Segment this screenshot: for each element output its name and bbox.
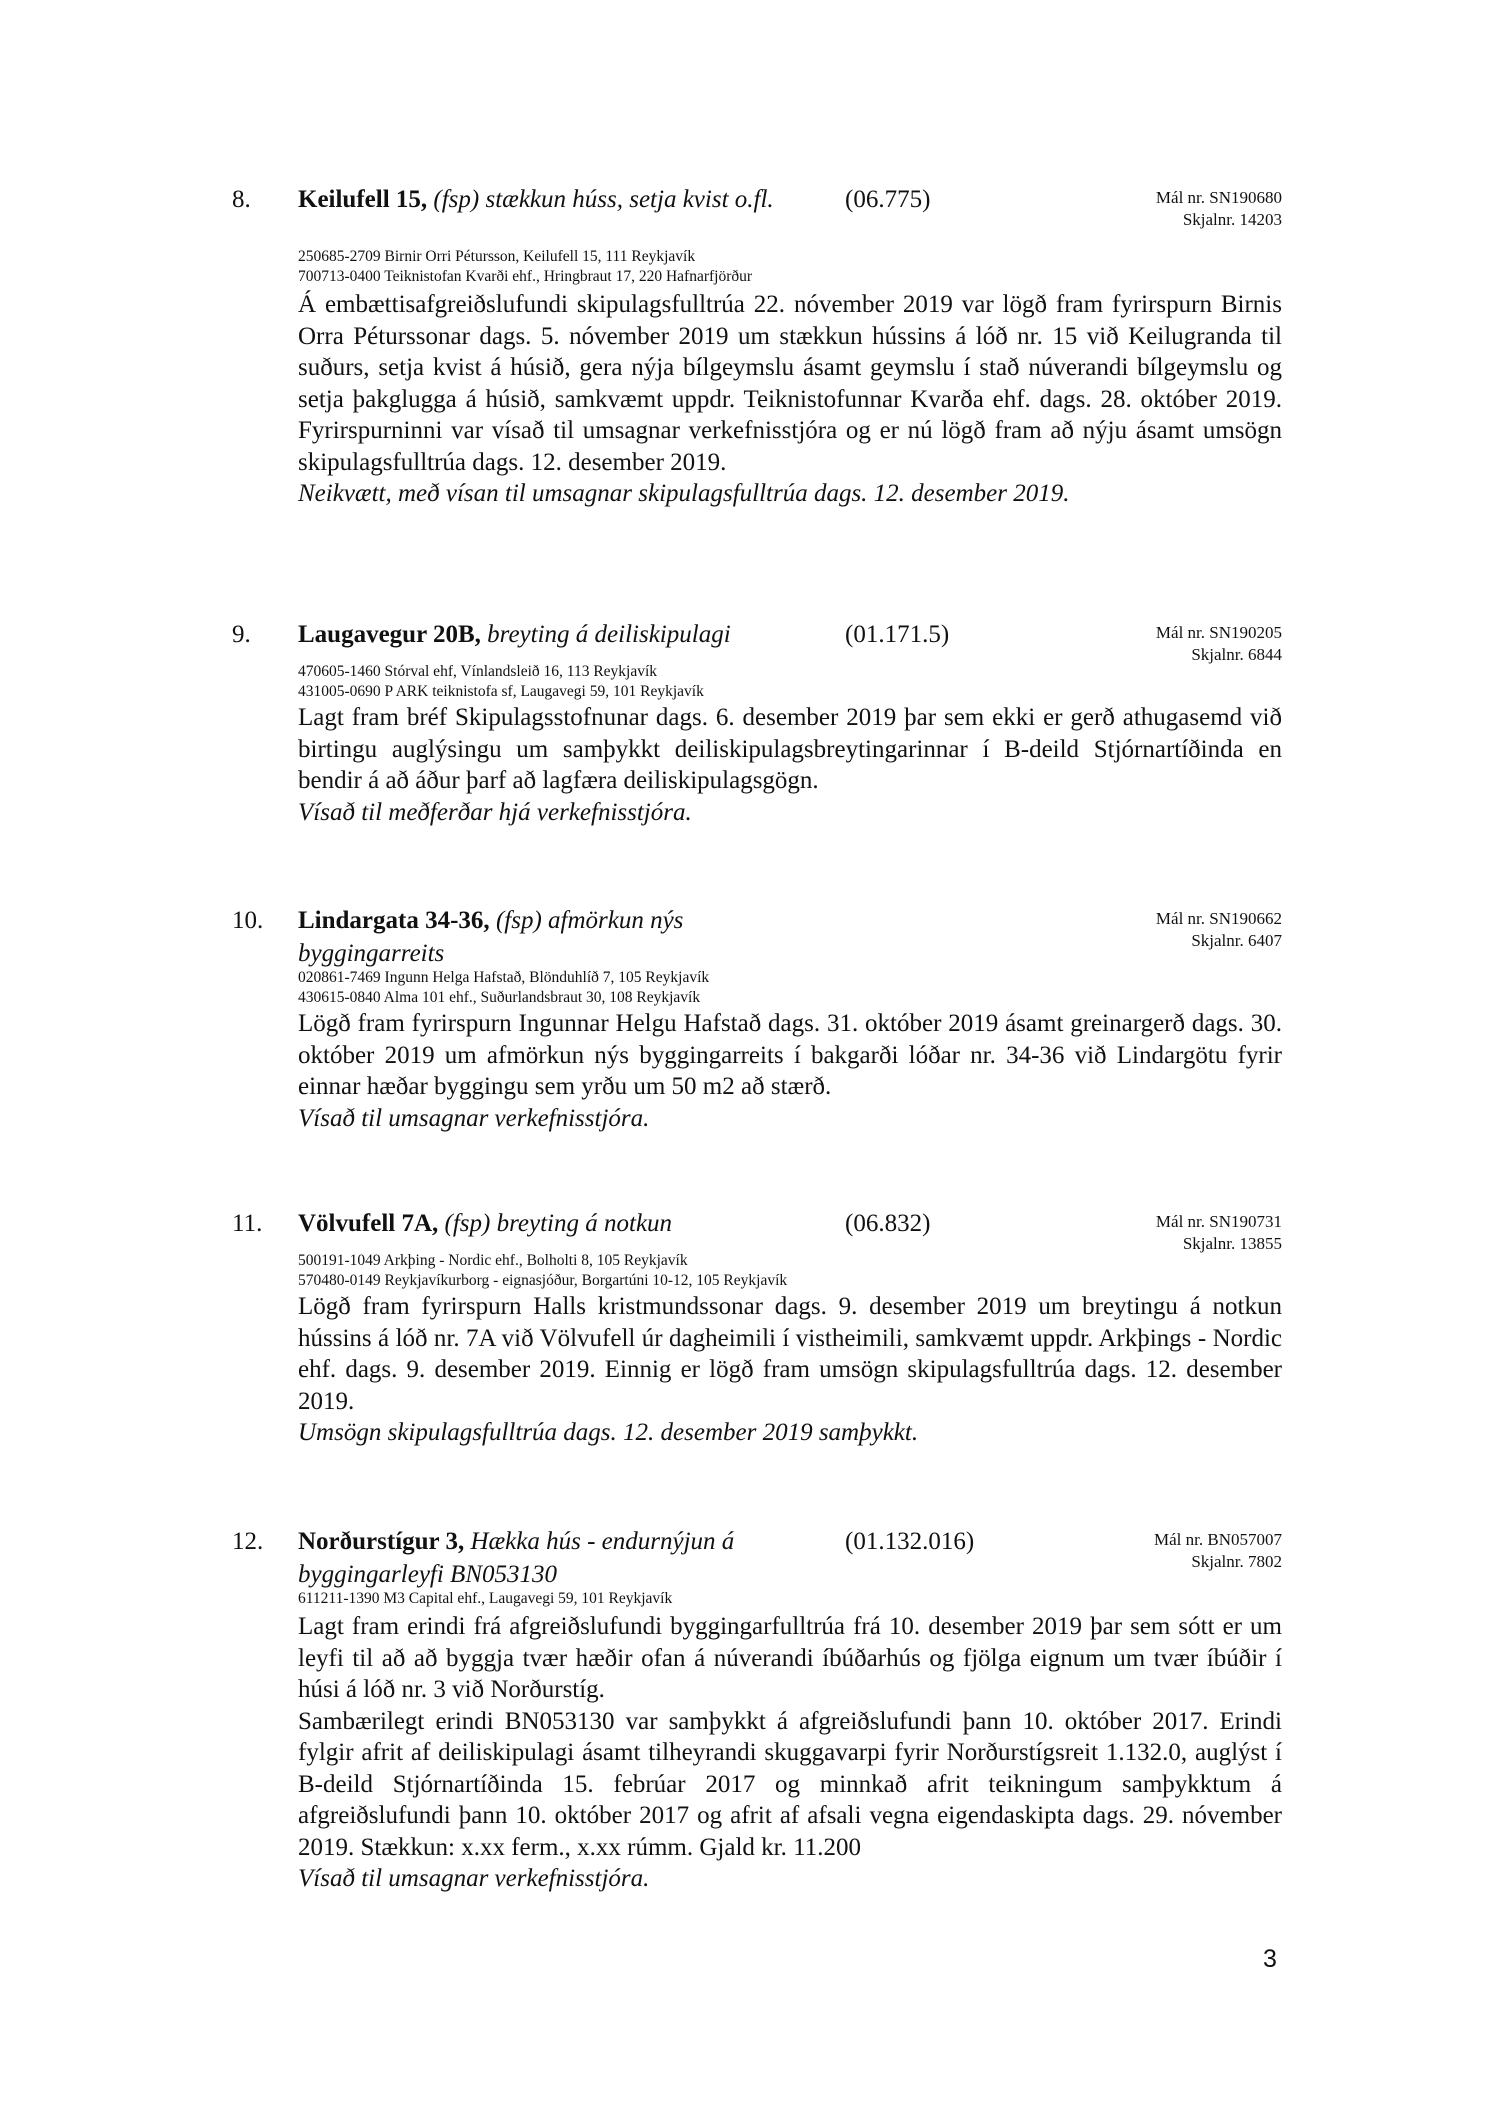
item-address: Laugavegur 20B, <box>298 621 481 648</box>
parties <box>298 968 709 1008</box>
item-title <box>298 618 798 651</box>
case-references <box>1156 622 1282 666</box>
party-line: 470605-1460 Stórval ehf, Vínlandsleið 16, 113 Reykjavík <box>298 663 658 680</box>
page-number: 3 <box>1263 1945 1277 1973</box>
item-number: 9. <box>232 621 251 648</box>
case-number: Mál nr. BN057007 <box>1154 1530 1282 1549</box>
item-address: Lindargata 34-36, <box>298 907 490 934</box>
item-title <box>298 1207 798 1240</box>
item-decision: Vísað til umsagnar verkefnisstjóra. <box>298 1104 650 1132</box>
case-references <box>1154 1529 1282 1573</box>
item-paragraph: Lagt fram erindi frá afgreiðslufundi byggingarfulltrúa frá 10. desember 2019 þar sem sótt er um leyfi til að að byggja tvær hæðir ofan á núverandi íbúðarhús og fjölga eignum um tvær íbúðir í húsi á lóð nr. 3 við Norðurstíg. <box>298 1613 1282 1703</box>
land-code: (06.775) <box>845 186 931 213</box>
item-paragraph: Lagt fram bréf Skipulagsstofnunar dags. 6. desember 2019 þar sem ekki er gerð athugasemd við birtingu auglýsingu um samþykkt deiliskipulagsbreytingarinnar í B-deild Stjórnartíðinda en bendir á að áður þarf að lagfæra deiliskipulagsgögn. <box>298 704 1282 794</box>
file-number: Skjalnr. 6407 <box>1191 931 1282 950</box>
file-number: Skjalnr. 13855 <box>1182 1234 1282 1253</box>
item-title <box>298 1525 798 1591</box>
party-line: 250685-2709 Birnir Orri Pétursson, Keilufell 15, 111 Reykjavík <box>298 248 696 265</box>
parties <box>298 247 752 287</box>
case-number: Mál nr. SN190680 <box>1155 188 1282 207</box>
item-title <box>298 183 788 216</box>
item-decision: Vísað til meðferðar hjá verkefnisstjóra. <box>298 798 692 826</box>
land-code: (01.171.5) <box>845 621 950 648</box>
party-line: 430615-0840 Alma 101 ehf., Suðurlandsbraut 30, 108 Reykjavík <box>298 989 701 1006</box>
item-address: Norðurstígur 3, <box>298 1528 465 1555</box>
item-subject: (fsp) breyting á notkun <box>444 1210 673 1237</box>
item-subject: Hækka hús - endurnýjun á byggingarleyfi BN053130 <box>298 1528 735 1588</box>
item-subject: (fsp) afmörkun nýs byggingarreits <box>298 907 684 967</box>
party-line: 431005-0690 P ARK teiknistofa sf, Laugavegi 59, 101 Reykjavík <box>298 683 704 700</box>
case-references <box>1156 1211 1282 1255</box>
case-references <box>1156 908 1282 952</box>
item-number: 12. <box>232 1528 264 1555</box>
file-number: Skjalnr. 6844 <box>1191 645 1282 664</box>
item-decision: Neikvætt, með vísan til umsagnar skipulagsfulltrúa dags. 12. desember 2019. <box>298 480 1070 507</box>
item-body <box>298 1008 1282 1134</box>
item-number: 11. <box>232 1210 263 1237</box>
file-number: Skjalnr. 7802 <box>1191 1552 1282 1571</box>
party-line: 570480-0149 Reykjavíkurborg - eignasjóður, Borgartúni 10-12, 105 Reykjavík <box>298 1272 788 1289</box>
item-number: 8. <box>232 186 251 213</box>
item-body <box>298 702 1282 828</box>
case-number: Mál nr. SN190662 <box>1155 909 1282 928</box>
parties <box>298 1251 787 1291</box>
item-title <box>298 904 758 970</box>
item-address: Keilufell 15, <box>298 186 428 213</box>
item-paragraph: Sambærilegt erindi BN053130 var samþykkt á afgreiðslufundi þann 10. október 2017. Erindi fylgir afrit af deiliskipulagi ásamt tilheyrandi skuggavarpi fyrir Norðurstígsreit 1.132.0, auglýst í B-deild Stjórnartíðinda 15. febrúar 2017 og minnkað afrit teikningum samþykktum á afgreiðslufundi þann 10. október 2017 og afrit af afsali vegna eigendaskipta dags. 29. nóvember 2019. Stækkun: x.xx ferm., x.xx rúmm. Gjald kr. 11.200 <box>298 1707 1282 1861</box>
item-address: Völvufell 7A, <box>298 1210 439 1237</box>
party-line: 700713-0400 Teiknistofan Kvarði ehf., Hringbraut 17, 220 Hafnarfjörður <box>298 268 753 285</box>
land-code: (01.132.016) <box>845 1528 975 1555</box>
item-paragraph: Lögð fram fyrirspurn Ingunnar Helgu Hafstað dags. 31. október 2019 ásamt greinargerð dags. 30. október 2019 um afmörkun nýs byggingarreits í bakgarði lóðar nr. 34-36 við Lindargötu fyrir einnar hæðar byggingu sem yrðu um 50 m2 að stærð. <box>298 1010 1282 1100</box>
item-subject: breyting á deiliskipulagi <box>487 621 731 648</box>
parties <box>298 1589 672 1609</box>
item-paragraph: Lögð fram fyrirspurn Halls kristmundssonar dags. 9. desember 2019 um breytingu á notkun hússins á lóð nr. 7A við Völvufell úr dagheimili í vistheimili, samkvæmt uppdr. Arkþings - Nordic ehf. dags. 9. desember 2019. Einnig er lögð fram umsögn skipulagsfulltrúa dags. 12. desember 2019. <box>298 1293 1282 1415</box>
parties <box>298 662 704 702</box>
item-number: 10. <box>232 907 264 934</box>
item-decision: Umsögn skipulagsfulltrúa dags. 12. desember 2019 samþykkt. <box>298 1419 919 1446</box>
party-line: 020861-7469 Ingunn Helga Hafstað, Blönduhlíð 7, 105 Reykjavík <box>298 969 710 986</box>
land-code: (06.832) <box>845 1210 931 1237</box>
item-body <box>298 289 1282 510</box>
party-line: 611211-1390 M3 Capital ehf., Laugavegi 59, 101 Reykjavík <box>298 1590 673 1607</box>
case-number: Mál nr. SN190731 <box>1155 1212 1282 1231</box>
party-line: 500191-1049 Arkþing - Nordic ehf., Bolholti 8, 105 Reykjavík <box>298 1252 688 1269</box>
item-paragraph: Á embættisafgreiðslufundi skipulagsfulltrúa 22. nóvember 2019 var lögð fram fyrirspurn Birnis Orra Péturssonar dags. 5. nóvember 2019 um stækkun hússins á lóð nr. 15 við Keilugranda til suðurs, setja kvist á húsið, gera nýja bílgeymslu ásamt geymslu í stað núverandi bílgeymslu og setja þakglugga á húsið, samkvæmt uppdr. Teiknistofunnar Kvarða ehf. dags. 28. október 2019. Fyrirspurninni var vísað til umsagnar verkefnisstjóra og er nú lögð fram að nýju ásamt umsögn skipulagsfulltrúa dags. 12. desember 2019. <box>298 291 1282 476</box>
file-number: Skjalnr. 14203 <box>1182 210 1282 229</box>
case-number: Mál nr. SN190205 <box>1155 623 1282 642</box>
case-references <box>1156 187 1282 231</box>
item-body <box>298 1291 1282 1449</box>
item-subject: (fsp) stækkun húss, setja kvist o.fl. <box>433 186 774 213</box>
item-decision: Vísað til umsagnar verkefnisstjóra. <box>298 1865 650 1892</box>
item-body <box>298 1611 1282 1895</box>
